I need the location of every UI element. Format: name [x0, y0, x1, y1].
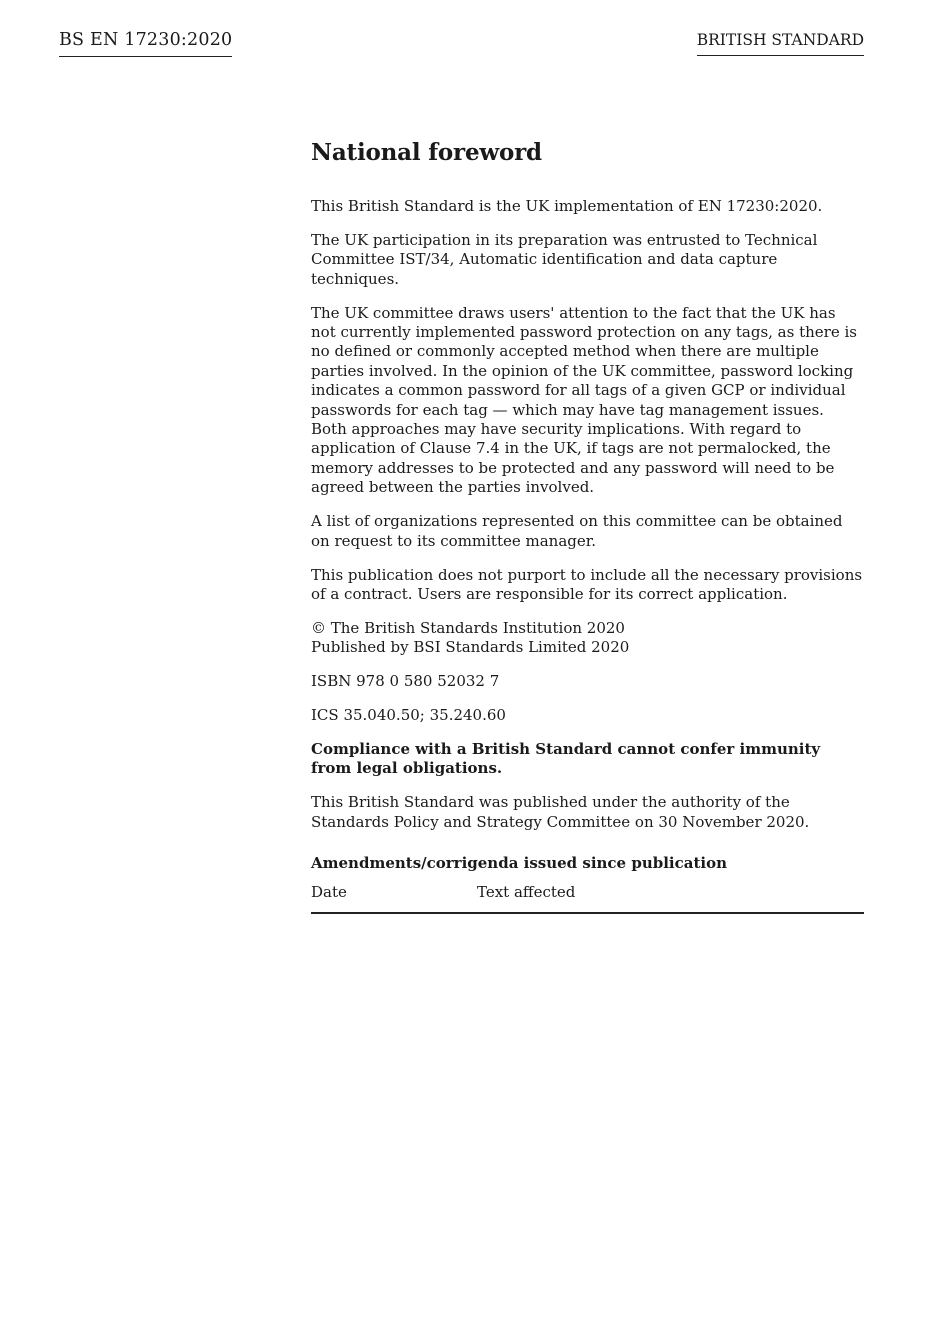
authority-statement: This British Standard was published under the authority of the Standards Policy and Strategy Committee on 30 November 2020.: [311, 793, 810, 831]
foreword-section: [311, 136, 864, 914]
amendments-title: Amendments/corrigenda issued since publication: [311, 854, 727, 873]
foreword-paragraph: The UK committee draws users' attention to the fact that the UK has not currently implemented password protection on any tags, as there is no defined or commonly accepted method when there are multiple parties involved. In the opinion of the UK committee, password locking indicates a common password for all tags of a given GCP or individual passwords for each tag — which may have tag management issues. Both approaches may have security implications. With regard to application of Clause 7.4 in the UK, if tags are not permalocked, the memory addresses to be protected and any password will need to be agreed between the parties involved.: [311, 303, 857, 497]
copyright-line: © The British Standards Institution 2020: [311, 618, 625, 637]
isbn: ISBN 978 0 580 52032 7: [311, 672, 500, 691]
ics-codes: ICS 35.040.50; 35.240.60: [311, 706, 506, 725]
foreword-paragraph: A list of organizations represented on this committee can be obtained on request to its committee manager.: [311, 512, 843, 550]
foreword-paragraph: This British Standard is the UK implementation of EN 17230:2020.: [311, 197, 823, 215]
standard-type-label: BRITISH STANDARD: [697, 31, 864, 56]
compliance-notice: Compliance with a British Standard cannot confer immunity from legal obligations.: [311, 739, 821, 778]
foreword-paragraph: The UK participation in its preparation was entrusted to Technical Committee IST/34, Automatic identification and data capture techniques.: [311, 230, 818, 288]
copyright-block: [311, 619, 864, 658]
page-title: National foreword: [311, 139, 542, 166]
amendments-column-date: Date: [311, 883, 347, 902]
published-line: Published by BSI Standards Limited 2020: [311, 638, 630, 657]
amendments-column-text-affected: Text affected: [477, 883, 576, 902]
document-number: BS EN 17230:2020: [59, 30, 232, 57]
amendments-table-header: [311, 883, 864, 913]
foreword-paragraph: This publication does not purport to include all the necessary provisions of a contract. Users are responsible for its correct application.: [311, 565, 863, 603]
